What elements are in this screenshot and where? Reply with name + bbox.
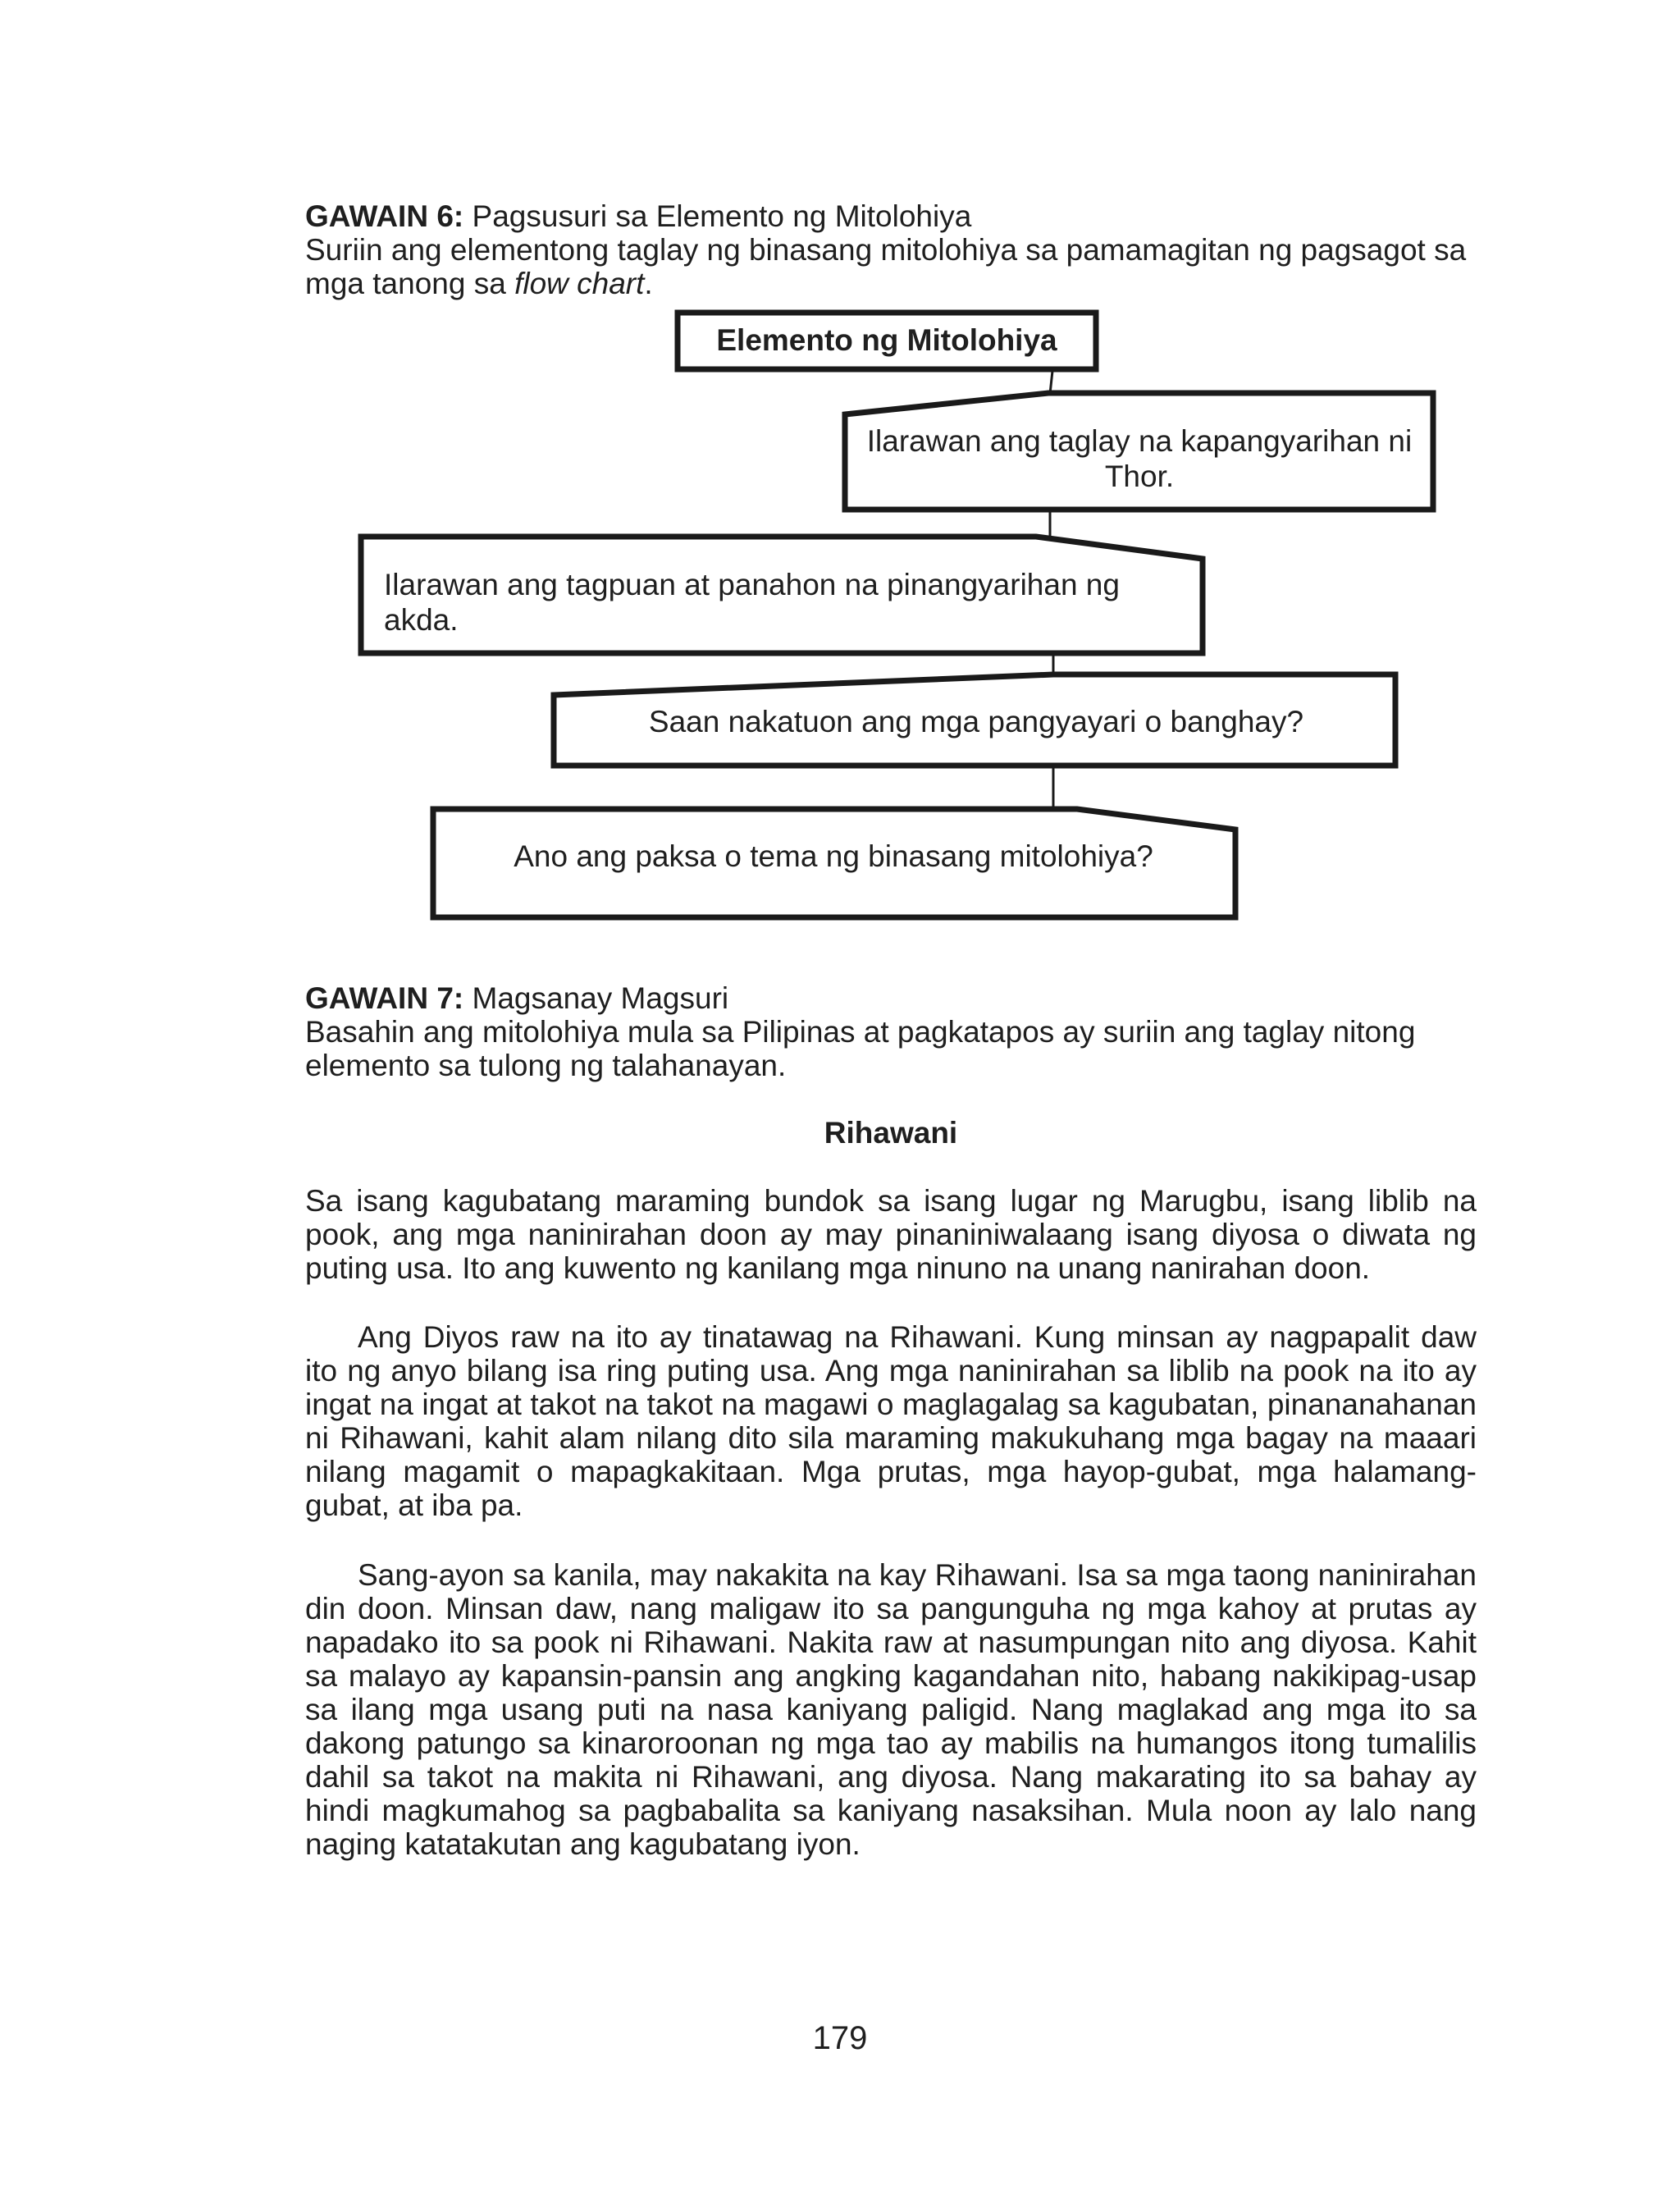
gawain7-title: Magsanay Magsuri <box>472 981 729 1015</box>
story-paragraph-3: Sang-ayon sa kanila, may nakakita na kay Rihawani. Isa sa mga taong naninirahan din doon. Minsan daw, nang maligaw ito sa pangunguha ng mga kahoy at prutas ay napadako ito sa pook ni Rihawani. Nakita raw at nasumpungan nito ang diyosa. Kahit sa malayo ay kapansin-pansin ang angking kagandahan nito, habang nakikipag-usap sa ilang mga usang puti na nasa kaniyang paligid. Nang maglakad ang mga ito sa dakong patungo sa kinaroroonan ng mga tao ay mabilis na humangos itong tumalilis dahil sa takot na makita ni Rihawani, ang diyosa. Nang makarating ito sa bahay ay hindi magkumahog sa pagbabalita sa kaniyang nasaksihan. Mula noon ay lalo nang naging katatakutan ang kagubatang iyon. <box>305 1558 1477 1861</box>
flow-chart-header: Elemento ng Mitolohiya <box>716 323 1057 357</box>
story-title: Rihawani <box>824 1116 958 1150</box>
gawain7-heading <box>305 981 1477 1015</box>
gawain6-label: GAWAIN 6: <box>305 199 464 233</box>
flow-node-3: Saan nakatuon ang mga pangyayari o banghay? <box>648 705 1304 738</box>
story-paragraph-2: Ang Diyos raw na ito ay tinatawag na Rihawani. Kung minsan ay nagpapalit daw ito ng anyo bilang isa ring puting usa. Ang mga naninirahan sa liblib na pook na ito ay ingat na ingat at takot na takot na magawi o maglagalag sa kagubatan, pinananahanan ni Rihawani, kahit alam nilang dito sila maraming makukuhang mga bagay na maaari nilang magamit o mapagkakitaan. Mga prutas, mga hayop-gubat, mga halamang-gubat, at iba pa. <box>305 1320 1477 1522</box>
gawain6-instruction: Suriin ang elementong taglay ng binasang mitolohiya sa pamamagitan ng pagsagot sa mga tanong sa flow chart. <box>305 233 1467 300</box>
flow-node-4: Ano ang paksa o tema ng binasang mitolohiya? <box>514 839 1153 873</box>
gawain7-instruction: Basahin ang mitolohiya mula sa Pilipinas at pagkatapos ay suriin ang taglay nitong elemento sa tulong ng talahanayan. <box>305 1015 1416 1082</box>
flow-chart-emphasis: flow chart <box>514 267 645 300</box>
flow-node-2: Ilarawan ang tagpuan at panahon na pinangyarihan ng akda. <box>384 568 1120 637</box>
flow-node-1: Ilarawan ang taglay na kapangyarihan ni Thor. <box>866 424 1413 493</box>
gawain7-label: GAWAIN 7: <box>305 981 464 1015</box>
story-paragraph-1: Sa isang kagubatang maraming bundok sa isang lugar ng Marugbu, isang liblib na pook, ang mga naninirahan doon ay may pinaniniwalaang isang diyosa o diwata ng puting usa. Ito ang kuwento ng kanilang mga ninuno na unang nanirahan doon. <box>305 1184 1477 1285</box>
page-number: 179 <box>812 2020 868 2056</box>
gawain7-section <box>305 981 1477 1082</box>
gawain6-title: Pagsusuri sa Elemento ng Mitolohiya <box>472 199 972 233</box>
flow-chart-diagram <box>0 0 1680 952</box>
